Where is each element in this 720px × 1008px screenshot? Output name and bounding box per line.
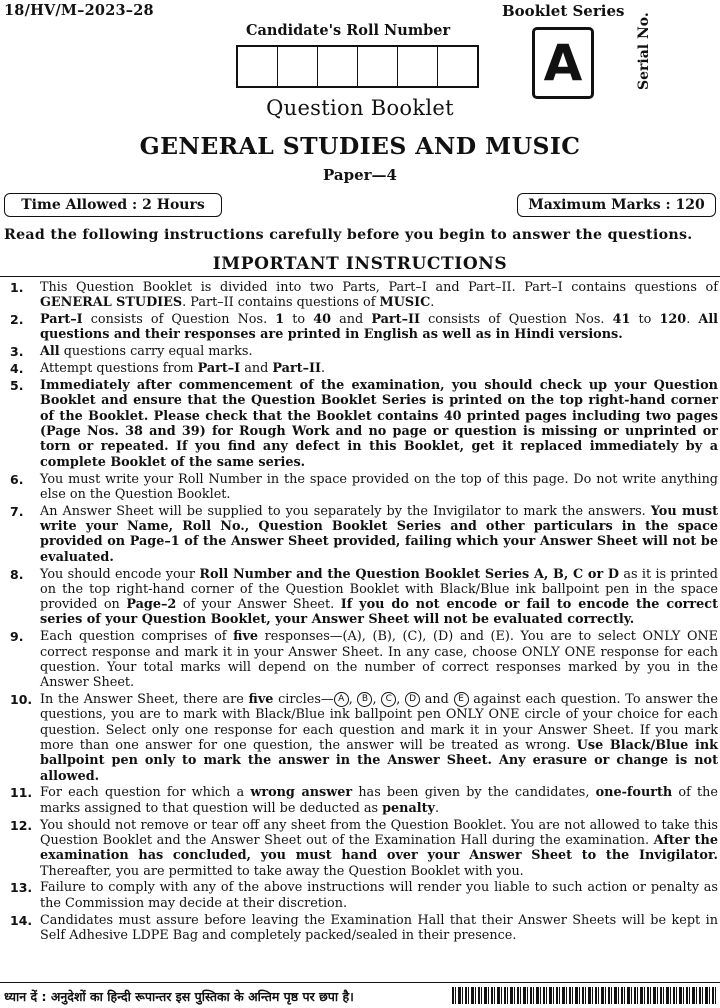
instruction-bold-text: five [248,692,274,708]
instruction-bold-text: GENERAL STUDIES [40,295,183,311]
instruction-number: 5. [10,378,24,394]
instruction-number: 1. [10,280,24,295]
instruction-text-segment: to [284,312,314,328]
maximum-marks-text: Maximum Marks : 120 [528,197,705,213]
instruction-text [40,692,718,784]
instruction-text [40,280,718,311]
instruction-text [40,504,718,565]
instruction-text-segment: , [396,692,406,708]
instruction-bold-text: 120 [659,312,687,328]
instruction-text [40,344,718,359]
instruction-text-segment: , [372,692,382,708]
instruction-number: 6. [10,471,24,487]
instruction-text-segment: You should not remove or tear off any sheet from the Question Booklet. You are not allowed to take this Question Booklet and the Answer Sheet out of the Examination Hall during the examination. [40,817,718,848]
instructions-list [10,280,718,945]
instruction-number: 13. [10,880,33,896]
instruction-text-segment: You must write your Roll Number in the space provided on the top of this page. Do not write anything else on the Question Booklet. [40,471,718,502]
instruction-text-segment: and [420,692,454,708]
instruction-bold-text: five [233,629,259,645]
instruction-text-segment: of your Answer Sheet. [176,597,341,613]
instruction-bold-text: Immediately after commencement of the examination, you should check up your Question Booklet and ensure that the Question Booklet Series is printed on the top right-hand corner of the Booklet. Please check that the Booklet contains 40 printed pages including two pages (Page Nos. 38 and 39) for Rough Work and no page or question is missing or unprinted or torn or repeated. If you find any defect in this Booklet, get it replaced immediately by a complete Booklet of the same series. [40,378,718,470]
instruction-text [40,361,718,376]
answer-circle-icon: D [405,692,420,707]
instruction-text-segment: circles— [273,692,334,708]
instruction-bold-text: Roll Number and the Question Booklet Series A, B, C or D [199,566,620,582]
instruction-text-segment: . [430,295,435,311]
instruction-number: 7. [10,503,24,519]
booklet-series-letter: A [543,34,583,92]
instruction-number: 3. [10,344,24,360]
instruction-text-segment: Failure to comply with any of the above instructions will render you liable to such action or penalty as the Commission may decide at their discretion. [40,880,718,911]
instruction-bold-text: All questions and their responses are printed in English as well as in Hindi versions. [40,312,719,343]
answer-circle-icon: A [334,692,349,707]
instruction-item [10,913,718,944]
instruction-bold-text: 1 [275,312,285,328]
instruction-text-segment: . Part–II contains questions of [182,295,380,311]
booklet-code: 18/HV/M–2023–28 [4,2,154,19]
instruction-item [10,361,718,376]
instruction-text [40,378,718,470]
instruction-text-segment: as it is printed on the top right-hand corner of the Question Booklet with Black/Blue ink ballpoint pen in the space provided on [40,566,718,613]
instruction-item [10,312,718,343]
booklet-series-label: Booklet Series [502,2,625,20]
roll-digit-box [438,47,477,86]
instruction-text-segment: , [348,692,358,708]
instruction-text-segment: In the Answer Sheet, there are [40,692,249,708]
maximum-marks-box [517,193,716,217]
instruction-bold-text: Part–I [40,312,83,328]
instruction-item [10,880,718,911]
instruction-text [40,472,718,503]
instruction-bold-text: If you do not encode or fail to encode the correct series of your Question Booklet, your Answer Sheet will not be evaluated correctly. [40,597,718,628]
instruction-number: 4. [10,361,24,377]
instruction-text-segment: has been given by the candidates, [352,785,596,801]
instruction-text [40,567,718,628]
instruction-bold-text: one-fourth [595,785,673,801]
instruction-item [10,692,718,784]
roll-digit-box [358,47,398,86]
instruction-bold-text: You must write your Name, Roll No., Question Booklet Series and other particulars in the space provided on Page–1 of the Answer Sheet provided, failing which your Answer Sheet will not be evaluated. [40,503,719,565]
instruction-text-segment: Candidates must assure before leaving the Examination Hall that their Answer Sheets will be kept in Self Adhesive LDPE Bag and completely packed/sealed in their presence. [40,912,718,943]
instruction-text-segment: . [435,800,440,816]
instruction-number: 14. [10,912,33,928]
instruction-bold-text: Use Black/Blue ink ballpoint pen only to mark the answer in the Answer Sheet. Any erasure or change is not allowed. [40,737,718,784]
roll-number-boxes [236,45,479,88]
instruction-text [40,818,718,879]
instruction-number: 8. [10,566,24,582]
instruction-text-segment: and [240,361,273,377]
instruction-bold-text: 40 [313,312,332,328]
instruction-number: 11. [10,785,33,801]
instruction-item [10,629,718,690]
instruction-bold-text: Page–2 [126,597,177,613]
instruction-item [10,472,718,503]
paper-label: Paper—4 [323,166,397,184]
instruction-text-segment: consists of Question Nos. [419,312,613,328]
instruction-text-segment: Each question comprises of [40,629,234,645]
roll-digit-box [398,47,438,86]
booklet-series-box [532,27,594,99]
important-instructions-heading: IMPORTANT INSTRUCTIONS [212,254,508,274]
instruction-item [10,504,718,565]
instruction-item [10,344,718,359]
booklet-title: Question Booklet [266,96,454,120]
instruction-bold-text: 41 [612,312,631,328]
roll-digit-box [278,47,318,86]
divider [0,276,720,277]
instruction-text-segment: against each question. To answer the questions, you are to mark with Black/Blue ink ballpoint pen ONLY ONE circle of your choice for each question. Select only one response for each question and mark it in your Answer Sheet. If you mark more than one answer for one question, the answer will be treated as wrong. [40,692,718,753]
instruction-text [40,312,718,343]
instruction-number: 12. [10,817,33,833]
instruction-bold-text: Part–II [371,312,420,328]
instruction-text [40,629,718,690]
instruction-bold-text: Part–II [272,361,321,377]
instruction-text [40,880,718,911]
instruction-bold-text: wrong answer [250,785,353,801]
instruction-text-segment: questions carry equal marks. [59,344,253,360]
instruction-bold-text: penalty [382,800,435,816]
instruction-text-segment: This Question Booklet is divided into two Parts, Part–I and Part–II. Part–I contains questions of [40,280,718,295]
instruction-item [10,378,718,470]
instruction-text-segment: . [686,312,699,328]
instruction-text-segment: and [331,312,372,328]
instruction-item [10,567,718,628]
instruction-bold-text: After the examination has concluded, you must hand over your Answer Sheet to the Invigilator. [40,832,718,864]
instruction-text-segment: to [630,312,660,328]
answer-circle-icon: B [357,692,372,707]
instruction-text [40,785,718,816]
time-allowed-box [4,193,222,217]
time-allowed-text: Time Allowed : 2 Hours [21,197,205,213]
instruction-number: 9. [10,629,24,645]
instruction-text-segment: consists of Question Nos. [82,312,276,328]
barcode [452,987,716,1004]
instruction-text-segment: Attempt questions from [40,361,198,377]
instruction-number: 2. [10,312,24,328]
instruction-text-segment: For each question for which a [40,785,251,801]
roll-number-label: Candidate's Roll Number [246,22,451,39]
instruction-item [10,280,718,311]
instruction-number: 10. [10,692,33,708]
serial-number-label: Serial No. [636,12,652,90]
hindi-note: ध्यान दें : अनुदेशों का हिन्दी रूपान्तर इस पुस्तिका के अन्तिम पृष्ठ पर छपा है। [4,989,354,1004]
instruction-bold-text: Part–I [197,361,241,377]
instruction-text [40,913,718,944]
instruction-text-segment: An Answer Sheet will be supplied to you separately by the Invigilator to mark the answers. [40,503,651,519]
exam-title: GENERAL STUDIES AND MUSIC [139,132,581,160]
instruction-text-segment: You should encode your [40,566,200,582]
instruction-bold-text: MUSIC [379,295,431,311]
answer-circle-icon: C [381,692,396,707]
instruction-text-segment: . [320,361,326,377]
read-instructions-line: Read the following instructions carefully before you begin to answer the questions. [4,227,693,243]
roll-digit-box [318,47,358,86]
divider [0,982,720,983]
instruction-text-segment: of the marks assigned to that question will be deducted as [40,785,718,816]
instruction-item [10,785,718,816]
instruction-bold-text: All [40,344,60,360]
instruction-text-segment: Thereafter, you are permitted to take away the Question Booklet with you. [40,863,524,879]
instruction-item [10,818,718,879]
answer-circle-icon: E [454,692,469,707]
roll-digit-box [238,47,278,86]
instruction-text-segment: responses—(A), (B), (C), (D) and (E). You are to select ONLY ONE correct response and mark it in your Answer Sheet. In any case, choose ONLY ONE response for each question. Your total marks will depend on the number of correct responses marked by you in the Answer Sheet. [40,629,719,691]
